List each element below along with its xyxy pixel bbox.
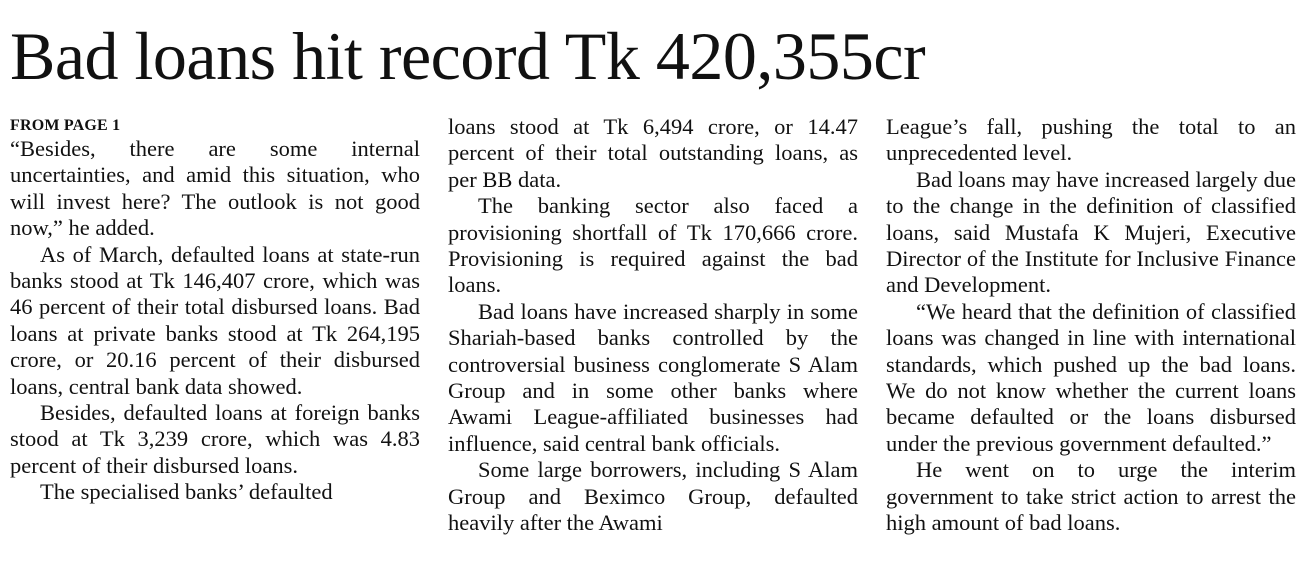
article-column-3	[886, 114, 1296, 574]
paragraph: “We heard that the definition of classified loans was changed in line with international standards, which pushed up the bad loans. We do not know whether the current loans became defaulted or the loans disbursed under the previous government defaulted.”	[886, 298, 1296, 456]
article-headline: Bad loans hit record Tk 420,355cr	[10, 18, 926, 94]
paragraph: League’s fall, pushing the total to an unprecedented level.	[886, 114, 1296, 166]
paragraph: Some large borrowers, including S Alam Group and Beximco Group, defaulted heavily after the Awami	[448, 457, 858, 536]
paragraph: Bad loans have increased sharply in some Shariah-based banks controlled by the controversial business conglomerate S Alam Group and in some other banks where Awami League-affiliated businesses had influence, said central bank officials.	[448, 298, 858, 456]
paragraph: As of March, defaulted loans at state-run banks stood at Tk 146,407 crore, which was 46 percent of their total disbursed loans. Bad loans at private banks stood at Tk 264,195 crore, or 20.16 percent of their disbursed loans, central bank data showed.	[10, 241, 420, 399]
article-column-1	[10, 116, 420, 576]
article-column-2	[448, 114, 858, 574]
paragraph: The specialised banks’ defaulted	[40, 479, 333, 505]
paragraph: Bad loans may have increased largely due to the change in the definition of classified loans, said Mustafa K Mujeri, Executive Director of the Institute for Inclusive Finance and Development.	[886, 166, 1296, 298]
paragraph: loans stood at Tk 6,494 crore, or 14.47 percent of their total outstanding loans, as per BB data.	[448, 114, 858, 192]
continuation-kicker: FROM PAGE 1	[10, 117, 121, 134]
paragraph: “Besides, there are some internal uncertainties, and amid this situation, who will invest here? The outlook is not good now,” he added.	[10, 136, 420, 241]
paragraph: He went on to urge the interim government to take strict action to arrest the high amount of bad loans.	[886, 457, 1296, 536]
paragraph: The banking sector also faced a provisioning shortfall of Tk 170,666 crore. Provisioning is required against the bad loans.	[448, 193, 858, 298]
paragraph: Besides, defaulted loans at foreign banks stood at Tk 3,239 crore, which was 4.83 percent of their disbursed loans.	[10, 400, 420, 478]
